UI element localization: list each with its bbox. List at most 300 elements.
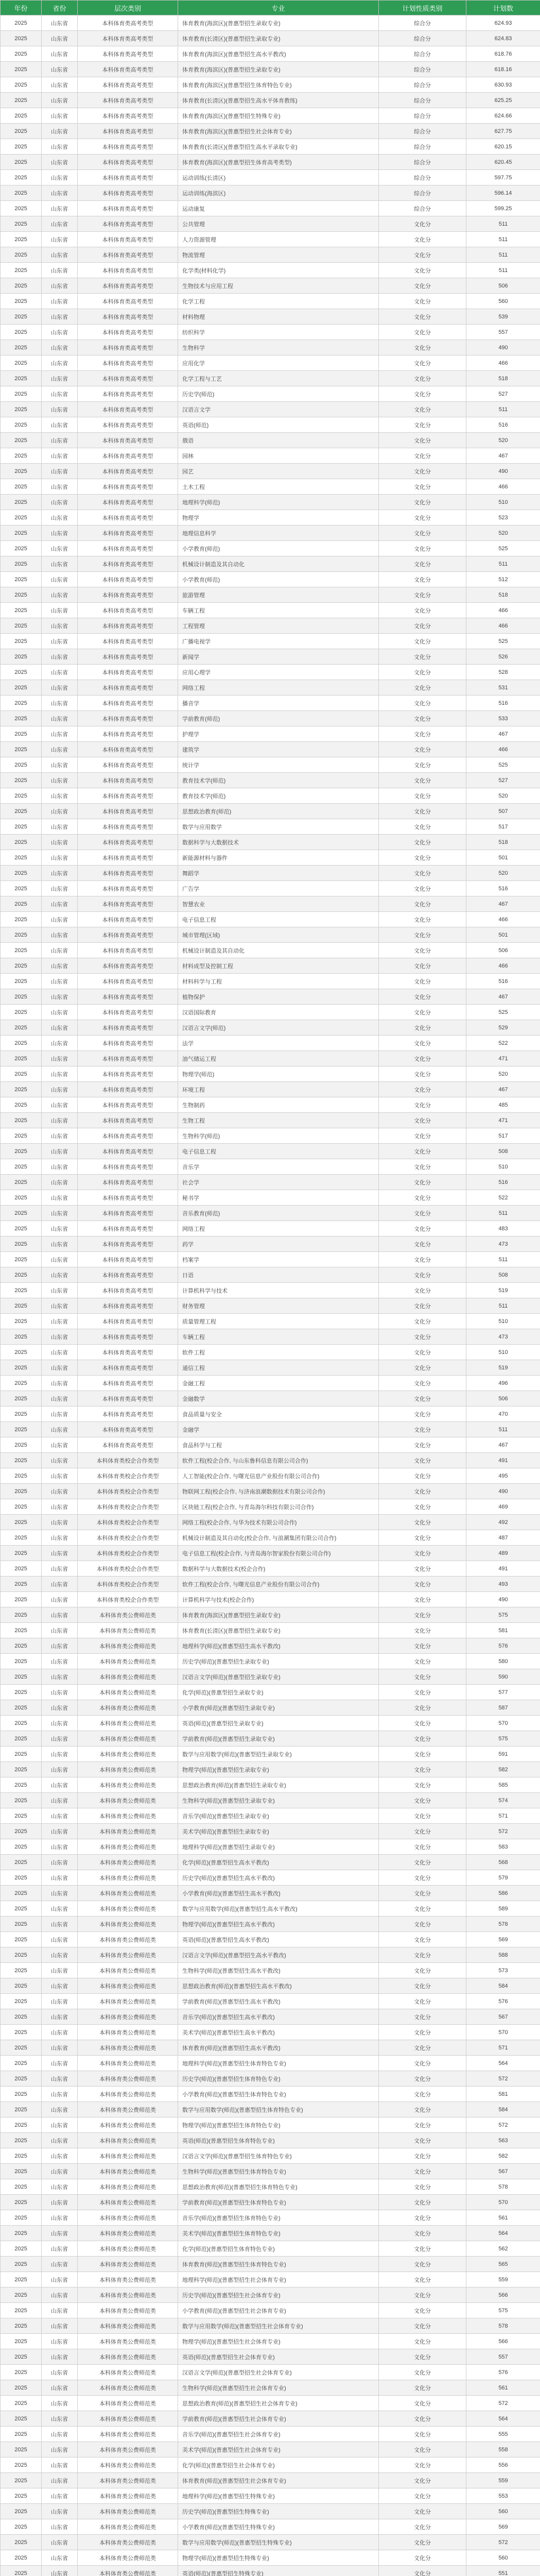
cell-province: 山东省 [42,1484,78,1499]
cell-plan-type: 文化分 [379,2535,466,2550]
cell-level-category: 本科体育类高考类型 [78,46,178,62]
cell-level-category: 本科体育类公费师范类 [78,1777,178,1793]
cell-plan-type: 文化分 [379,634,466,649]
cell-major: 植物保护 [178,989,379,1005]
cell-plan-count: 557 [466,2349,540,2365]
table-row [1,1236,540,1252]
cell-level-category: 本科体育类高考类型 [78,943,178,958]
cell-plan-type: 文化分 [379,464,466,479]
table-row [1,510,540,526]
cell-level-category: 本科体育类高考类型 [78,1144,178,1159]
table-row [1,1406,540,1422]
cell-level-category: 本科体育类公费师范类 [78,1731,178,1747]
cell-plan-count: 510 [466,495,540,510]
cell-plan-type: 文化分 [379,1947,466,1963]
table-row [1,2380,540,2396]
cell-year: 2025 [1,1669,42,1685]
cell-level-category: 本科体育类高考类型 [78,696,178,711]
cell-year: 2025 [1,696,42,711]
cell-plan-count: 527 [466,773,540,788]
cell-plan-count: 508 [466,1267,540,1283]
cell-year: 2025 [1,1546,42,1561]
cell-year: 2025 [1,2241,42,2257]
cell-level-category: 本科体育类高考类型 [78,603,178,618]
table-row [1,2148,540,2164]
cell-major: 新能源材料与器件 [178,850,379,866]
cell-plan-count: 572 [466,1824,540,1839]
cell-year: 2025 [1,1963,42,1978]
cell-major: 软件工程(校企合作, 与曙光信息产业股份有限公司合作) [178,1577,379,1592]
cell-plan-count: 491 [466,1453,540,1468]
cell-plan-count: 591 [466,1747,540,1762]
cell-year: 2025 [1,2056,42,2071]
cell-year: 2025 [1,2458,42,2473]
table-row [1,2488,540,2504]
cell-year: 2025 [1,2025,42,2040]
cell-level-category: 本科体育类公费师范类 [78,1932,178,1947]
cell-level-category: 本科体育类高考类型 [78,541,178,556]
cell-plan-type: 文化分 [379,1654,466,1669]
cell-province: 山东省 [42,711,78,726]
cell-plan-type: 文化分 [379,417,466,433]
cell-major: 网络工程 [178,680,379,696]
cell-level-category: 本科体育类高考类型 [78,711,178,726]
cell-level-category: 本科体育类公费师范类 [78,1824,178,1839]
cell-plan-count: 466 [466,618,540,634]
cell-plan-count: 560 [466,294,540,309]
cell-year: 2025 [1,170,42,185]
cell-province: 山东省 [42,1592,78,1607]
cell-level-category: 本科体育类公费师范类 [78,1700,178,1716]
cell-year: 2025 [1,2396,42,2411]
table-row [1,1066,540,1082]
cell-level-category: 本科体育类公费师范类 [78,1917,178,1932]
cell-province: 山东省 [42,1777,78,1793]
table-row [1,1855,540,1870]
cell-major: 工程管理 [178,618,379,634]
table-row [1,634,540,649]
cell-province: 山东省 [42,1561,78,1577]
cell-level-category: 本科体育类高考类型 [78,1051,178,1066]
cell-level-category: 本科体育类高考类型 [78,1437,178,1453]
cell-year: 2025 [1,1484,42,1499]
cell-plan-count: 467 [466,1437,540,1453]
cell-plan-count: 584 [466,2102,540,2117]
cell-plan-count: 624.83 [466,31,540,46]
cell-province: 山东省 [42,1144,78,1159]
cell-plan-count: 624.93 [466,15,540,31]
cell-plan-type: 文化分 [379,1870,466,1886]
cell-level-category: 本科体育类高考类型 [78,989,178,1005]
cell-level-category: 本科体育类高考类型 [78,726,178,742]
cell-level-category: 本科体育类高考类型 [78,1206,178,1221]
cell-major: 生物科学 [178,340,379,355]
cell-major: 英语(师范)(普惠型招生社会体育专业) [178,2349,379,2365]
table-row [1,448,540,464]
cell-plan-type: 文化分 [379,1097,466,1113]
cell-major: 油气储运工程 [178,1051,379,1066]
cell-plan-type: 文化分 [379,2380,466,2396]
cell-plan-type: 综合分 [379,15,466,31]
table-row [1,1376,540,1391]
table-row [1,1484,540,1499]
cell-major: 新闻学 [178,649,379,665]
cell-major: 体育教育(长清区)(普惠型招生高水平录取专业) [178,139,379,155]
cell-level-category: 本科体育类高考类型 [78,1391,178,1406]
cell-plan-count: 630.93 [466,77,540,93]
cell-province: 山东省 [42,1468,78,1484]
cell-plan-count: 564 [466,2226,540,2241]
cell-plan-type: 文化分 [379,958,466,974]
cell-major: 金融工程 [178,1376,379,1391]
cell-plan-type: 文化分 [379,1066,466,1082]
cell-province: 山东省 [42,1453,78,1468]
cell-level-category: 本科体育类公费师范类 [78,1638,178,1654]
cell-level-category: 本科体育类公费师范类 [78,1870,178,1886]
cell-plan-count: 582 [466,1762,540,1777]
cell-province: 山东省 [42,587,78,603]
cell-plan-type: 文化分 [379,1824,466,1839]
cell-year: 2025 [1,773,42,788]
cell-province: 山东省 [42,1515,78,1530]
table-row [1,139,540,155]
cell-year: 2025 [1,417,42,433]
cell-province: 山东省 [42,216,78,232]
cell-level-category: 本科体育类高考类型 [78,124,178,139]
cell-year: 2025 [1,185,42,201]
cell-province: 山东省 [42,2303,78,2318]
cell-plan-type: 文化分 [379,526,466,541]
cell-province: 山东省 [42,1886,78,1901]
cell-plan-count: 565 [466,2257,540,2272]
cell-plan-type: 文化分 [379,1144,466,1159]
cell-plan-type: 文化分 [379,1546,466,1561]
cell-plan-count: 578 [466,2318,540,2334]
cell-year: 2025 [1,711,42,726]
cell-plan-count: 574 [466,1793,540,1808]
cell-year: 2025 [1,1530,42,1546]
cell-province: 山东省 [42,603,78,618]
cell-plan-type: 文化分 [379,773,466,788]
table-row [1,881,540,896]
cell-year: 2025 [1,819,42,835]
cell-major: 英语(师范)(普惠型招生体育特色专业) [178,2133,379,2148]
cell-year: 2025 [1,1515,42,1530]
cell-plan-type: 文化分 [379,1499,466,1515]
cell-plan-type: 文化分 [379,2566,466,2576]
cell-plan-type: 文化分 [379,1391,466,1406]
cell-major: 生物科学(师范) [178,1128,379,1144]
cell-province: 山东省 [42,1298,78,1314]
cell-province: 山东省 [42,850,78,866]
cell-province: 山东省 [42,1345,78,1360]
cell-province: 山东省 [42,232,78,247]
cell-year: 2025 [1,2303,42,2318]
cell-plan-type: 文化分 [379,2009,466,2025]
cell-year: 2025 [1,2519,42,2535]
cell-level-category: 本科体育类高考类型 [78,773,178,788]
cell-plan-count: 520 [466,1066,540,1082]
table-row [1,680,540,696]
cell-plan-count: 575 [466,1731,540,1747]
cell-year: 2025 [1,927,42,943]
header-row [1,1,540,15]
cell-province: 山东省 [42,896,78,912]
cell-plan-type: 文化分 [379,2504,466,2519]
cell-province: 山东省 [42,1530,78,1546]
cell-major: 法学 [178,1036,379,1051]
cell-major: 英语(师范) [178,417,379,433]
cell-year: 2025 [1,1638,42,1654]
cell-major: 电子信息工程 [178,912,379,927]
table-row [1,2102,540,2117]
cell-level-category: 本科体育类高考类型 [78,804,178,819]
cell-major: 地理科学(师范)(普惠型招生特殊专业) [178,2488,379,2504]
cell-level-category: 本科体育类公费师范类 [78,2442,178,2458]
table-body [1,15,540,2576]
cell-plan-type: 文化分 [379,1623,466,1638]
cell-plan-count: 523 [466,510,540,526]
cell-province: 山东省 [42,2102,78,2117]
cell-year: 2025 [1,479,42,495]
table-row [1,1716,540,1731]
cell-plan-count: 585 [466,1777,540,1793]
cell-major: 广播电视学 [178,634,379,649]
cell-year: 2025 [1,247,42,263]
cell-plan-type: 文化分 [379,433,466,448]
cell-major: 城市管理(区域) [178,927,379,943]
cell-level-category: 本科体育类公费师范类 [78,1994,178,2009]
cell-year: 2025 [1,726,42,742]
cell-major: 材料成型及控制工程 [178,958,379,974]
cell-level-category: 本科体育类高考类型 [78,15,178,31]
cell-year: 2025 [1,2365,42,2380]
cell-year: 2025 [1,1978,42,1994]
cell-province: 山东省 [42,1221,78,1236]
cell-level-category: 本科体育类公费师范类 [78,1978,178,1994]
cell-plan-count: 599.25 [466,201,540,216]
cell-plan-count: 527 [466,386,540,402]
cell-year: 2025 [1,2009,42,2025]
cell-major: 学前教育(师范)(普惠型招生录取专业) [178,1731,379,1747]
cell-province: 山东省 [42,247,78,263]
cell-major: 音乐学(师范)(普惠型招生体育特色专业) [178,2210,379,2226]
cell-major: 思想政治教育(师范)(普惠型招生录取专业) [178,1777,379,1793]
cell-year: 2025 [1,649,42,665]
table-row [1,2241,540,2257]
cell-plan-count: 469 [466,1499,540,1515]
cell-major: 人工智能(校企合作, 与曙光信息产业股份有限公司合作) [178,1468,379,1484]
cell-level-category: 本科体育类高考类型 [78,263,178,278]
cell-plan-type: 文化分 [379,1932,466,1947]
cell-year: 2025 [1,665,42,680]
cell-year: 2025 [1,989,42,1005]
cell-province: 山东省 [42,1005,78,1020]
cell-major: 体育教育(长清区)(普惠型招生录取专业) [178,31,379,46]
table-row [1,1252,540,1267]
cell-plan-type: 文化分 [379,1283,466,1298]
cell-year: 2025 [1,1886,42,1901]
cell-plan-count: 561 [466,2210,540,2226]
cell-plan-type: 文化分 [379,263,466,278]
cell-plan-count: 516 [466,696,540,711]
cell-major: 小学教育(师范) [178,572,379,587]
cell-plan-type: 文化分 [379,2117,466,2133]
cell-province: 山东省 [42,2133,78,2148]
cell-level-category: 本科体育类校企合作类型 [78,1592,178,1607]
table-row [1,1777,540,1793]
table-row [1,108,540,124]
cell-major: 材料科学与工程 [178,974,379,989]
table-row [1,1561,540,1577]
cell-year: 2025 [1,1190,42,1206]
table-row [1,155,540,170]
cell-year: 2025 [1,1592,42,1607]
cell-province: 山东省 [42,1020,78,1036]
cell-plan-type: 文化分 [379,1592,466,1607]
cell-level-category: 本科体育类公费师范类 [78,1886,178,1901]
cell-province: 山东省 [42,618,78,634]
cell-province: 山东省 [42,2380,78,2396]
cell-year: 2025 [1,526,42,541]
cell-plan-type: 文化分 [379,1994,466,2009]
cell-level-category: 本科体育类公费师范类 [78,2071,178,2087]
cell-level-category: 本科体育类公费师范类 [78,2117,178,2133]
cell-major: 音乐学(师范)(普惠型招生录取专业) [178,1808,379,1824]
cell-province: 山东省 [42,2535,78,2550]
cell-level-category: 本科体育类高考类型 [78,1283,178,1298]
cell-plan-count: 584 [466,1978,540,1994]
cell-year: 2025 [1,742,42,757]
cell-level-category: 本科体育类高考类型 [78,1036,178,1051]
cell-province: 山东省 [42,773,78,788]
cell-plan-type: 文化分 [379,2164,466,2179]
cell-plan-type: 文化分 [379,2334,466,2349]
cell-year: 2025 [1,1066,42,1082]
cell-plan-count: 506 [466,943,540,958]
cell-plan-count: 596.14 [466,185,540,201]
cell-province: 山东省 [42,1283,78,1298]
cell-major: 思想政治教育(师范)(普惠型招生社会体育专业) [178,2396,379,2411]
cell-major: 软件工程(校企合作, 与山东鲁科信息有限公司合作) [178,1453,379,1468]
cell-province: 山东省 [42,139,78,155]
cell-plan-type: 文化分 [379,1437,466,1453]
cell-level-category: 本科体育类高考类型 [78,155,178,170]
cell-plan-type: 文化分 [379,1190,466,1206]
cell-plan-type: 文化分 [379,232,466,247]
table-row [1,2195,540,2210]
cell-year: 2025 [1,2272,42,2287]
table-row [1,1360,540,1376]
cell-plan-count: 587 [466,1700,540,1716]
cell-major: 汉语国际教育 [178,1005,379,1020]
cell-major: 运动训练(长清区) [178,170,379,185]
cell-major: 应用心理学 [178,665,379,680]
cell-plan-type: 文化分 [379,1716,466,1731]
table-row [1,1005,540,1020]
cell-plan-count: 520 [466,433,540,448]
cell-plan-count: 516 [466,974,540,989]
cell-major: 运动康复 [178,201,379,216]
cell-plan-type: 文化分 [379,495,466,510]
cell-plan-type: 文化分 [379,1345,466,1360]
cell-plan-type: 文化分 [379,989,466,1005]
cell-major: 物理学 [178,510,379,526]
table-row [1,618,540,634]
table-row [1,1669,540,1685]
cell-plan-type: 文化分 [379,1700,466,1716]
cell-province: 山东省 [42,541,78,556]
cell-level-category: 本科体育类公费师范类 [78,2504,178,2519]
cell-year: 2025 [1,1716,42,1731]
cell-level-category: 本科体育类高考类型 [78,448,178,464]
table-row [1,1654,540,1669]
cell-plan-type: 文化分 [379,1607,466,1623]
cell-year: 2025 [1,2071,42,2087]
cell-plan-type: 文化分 [379,1762,466,1777]
table-row [1,2226,540,2241]
table-row [1,1793,540,1808]
cell-plan-type: 文化分 [379,2442,466,2458]
cell-province: 山东省 [42,958,78,974]
cell-major: 教育技术学(师范) [178,773,379,788]
cell-year: 2025 [1,309,42,325]
cell-year: 2025 [1,2226,42,2241]
cell-plan-count: 620.15 [466,139,540,155]
cell-level-category: 本科体育类校企合作类型 [78,1577,178,1592]
cell-plan-type: 文化分 [379,1731,466,1747]
cell-year: 2025 [1,2349,42,2365]
cell-plan-count: 555 [466,2427,540,2442]
cell-plan-count: 511 [466,247,540,263]
cell-province: 山东省 [42,2365,78,2380]
cell-plan-type: 文化分 [379,1252,466,1267]
cell-year: 2025 [1,1391,42,1406]
cell-level-category: 本科体育类高考类型 [78,1221,178,1236]
cell-province: 山东省 [42,1855,78,1870]
cell-province: 山东省 [42,1314,78,1329]
cell-level-category: 本科体育类公费师范类 [78,1808,178,1824]
cell-level-category: 本科体育类高考类型 [78,1190,178,1206]
table-row [1,216,540,232]
cell-level-category: 本科体育类公费师范类 [78,2488,178,2504]
cell-plan-count: 508 [466,1144,540,1159]
cell-major: 档案学 [178,1252,379,1267]
table-row [1,2566,540,2576]
cell-major: 小学教育(师范)(普惠型招生高水平教改) [178,1886,379,1901]
cell-province: 山东省 [42,2442,78,2458]
cell-level-category: 本科体育类公费师范类 [78,2241,178,2257]
cell-year: 2025 [1,139,42,155]
cell-province: 山东省 [42,1685,78,1700]
cell-province: 山东省 [42,1839,78,1855]
cell-major: 思想政治教育(师范) [178,804,379,819]
cell-major: 生物制药 [178,1097,379,1113]
cell-plan-count: 519 [466,1283,540,1298]
cell-province: 山东省 [42,1716,78,1731]
cell-level-category: 本科体育类高考类型 [78,974,178,989]
table-row [1,603,540,618]
table-row [1,1592,540,1607]
table-row [1,2365,540,2380]
cell-level-category: 本科体育类高考类型 [78,1082,178,1097]
cell-province: 山东省 [42,386,78,402]
cell-year: 2025 [1,1994,42,2009]
cell-major: 汉语言文学 [178,402,379,417]
cell-level-category: 本科体育类高考类型 [78,556,178,572]
cell-major: 旅游管理 [178,587,379,603]
cell-province: 山东省 [42,943,78,958]
